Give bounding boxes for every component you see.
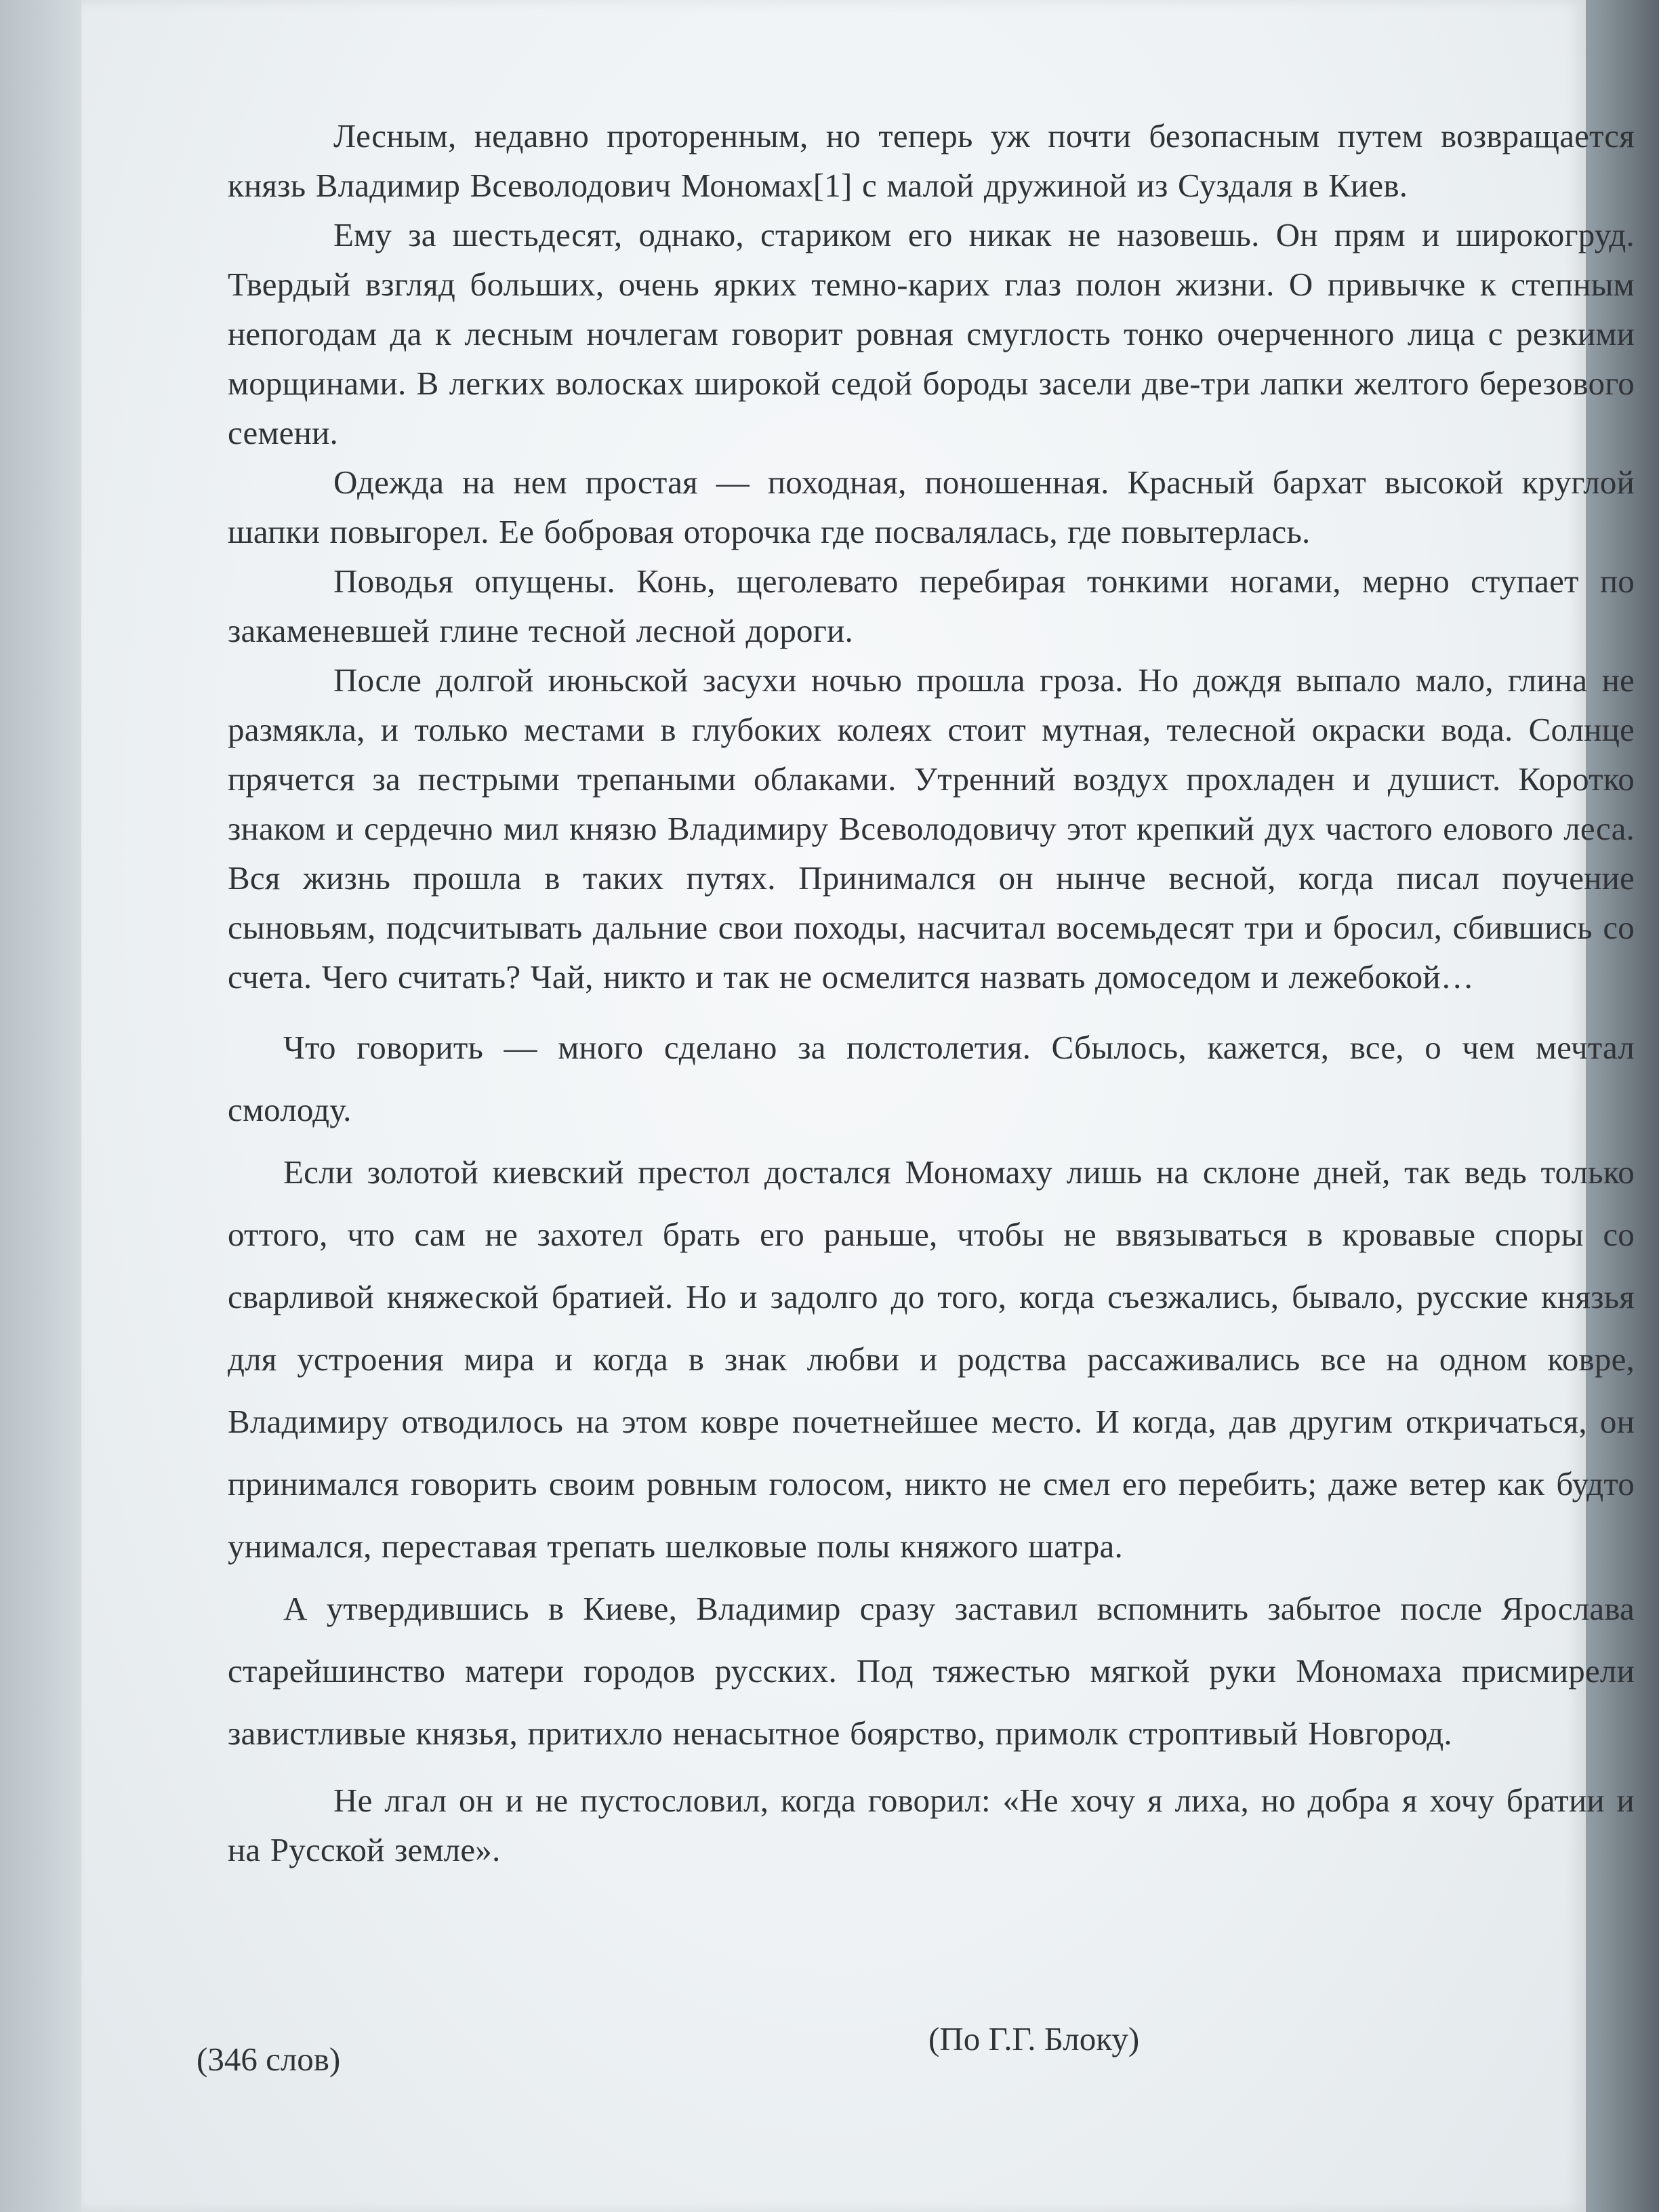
paragraph-9: Не лгал он и не пустословил, когда говорил: «Не хочу я лиха, но добра я хочу братии и на Русской земле». [228,1782,1635,1868]
paragraph-1: Лесным, недавно протоpенным, но теперь уж почти безопасным путем возвращается князь Владимир Всеволодович Мономах[1] с малой дружиной из Суздаля в Киев. [228,117,1635,204]
second-text-block [228,1017,1635,1765]
paragraph-4: Поводья опущены. Конь, щеголевато перебирая тонкими ногами, мерно ступает по закаменевшей глине тесной лесной дороги. [228,562,1635,649]
source-attribution: (По Г.Г. Блоку) [928,2020,1140,2057]
paragraph-3: Одежда на нем простая — походная, поношенная. Красный бархат высокой круглой шапки повыгорел. Ее бобровая оторочка где посвалялась, где повытерлась. [228,464,1635,550]
text-column [228,111,1635,1875]
paragraph-5: После долгой июньской засухи ночью прошла гроза. Но дождя выпало мало, глина не размякла, и только местами в глубоких колеях стоит мутная, телесной окраски вода. Солнце прячется за пестрыми трепаными облаками. Утренний воздух прохладен и душист. Коротко знаком и сердечно мил князю Владимиру Всеволодовичу этот крепкий дух частого елового леса. Вся жизнь прошла в таких путях. Принимался он нынче весной, когда писал поучение сыновьям, подсчитывать дальние свои походы, насчитал восемьдесят три и бросил, сбившись со счета. Чего считать? Чай, никто и так не осмелится назвать домоседом и лежебокой… [228,661,1635,996]
final-text-block [228,1776,1635,1875]
paragraph-8: А утвердившись в Киеве, Владимир сразу заставил вспомнить забытое после Ярослава старейшинство матери городов русских. Под тяжестью мягкой руки Мономаха присмирели завистливые князья, притихло ненасытное боярство, примолк строптивый Новгород. [228,1590,1635,1752]
first-text-block [228,111,1635,1002]
paragraph-6: Что говорить — много сделано за полстолетия. Сбылось, кажется, все, о чем мечтал смолоду. [228,1029,1635,1128]
paper-sheet [81,0,1635,2212]
paragraph-2: Ему за шестьдесят, однако, стариком его никак не назовешь. Он прям и широкогруд. Твердый взгляд больших, очень ярких темно-карих глаз полон жизни. О привычке к степным непогодам да к лесным ночлегам говорит ровная смуглость тонко очерченного лица с резкими морщинами. В легких волосках широкой седой бороды засели две-три лапки желтого березового семени. [228,216,1635,451]
word-count: (346 слов) [197,2041,341,2078]
footer [81,2020,1488,2087]
paragraph-7: Если золотой киевский престол достался Мономаху лишь на склоне дней, так ведь только оттого, что сам не захотел брать его раньше, чтобы не ввязываться в кровавые споры со сварливой княжеской братией. Но и задолго до того, когда съезжались, бывало, русские князья для устроения мира и когда в знак любви и родства рассаживались все на одном ковре, Владимиру отводилось на этом ковре почетнейшее место. И когда, дав другим откричаться, он принимался говорить своим ровным голосом, никто не смел его перебить; даже ветер как будто унимался, переставая трепать шелковые полы княжого шатра. [228,1153,1635,1565]
